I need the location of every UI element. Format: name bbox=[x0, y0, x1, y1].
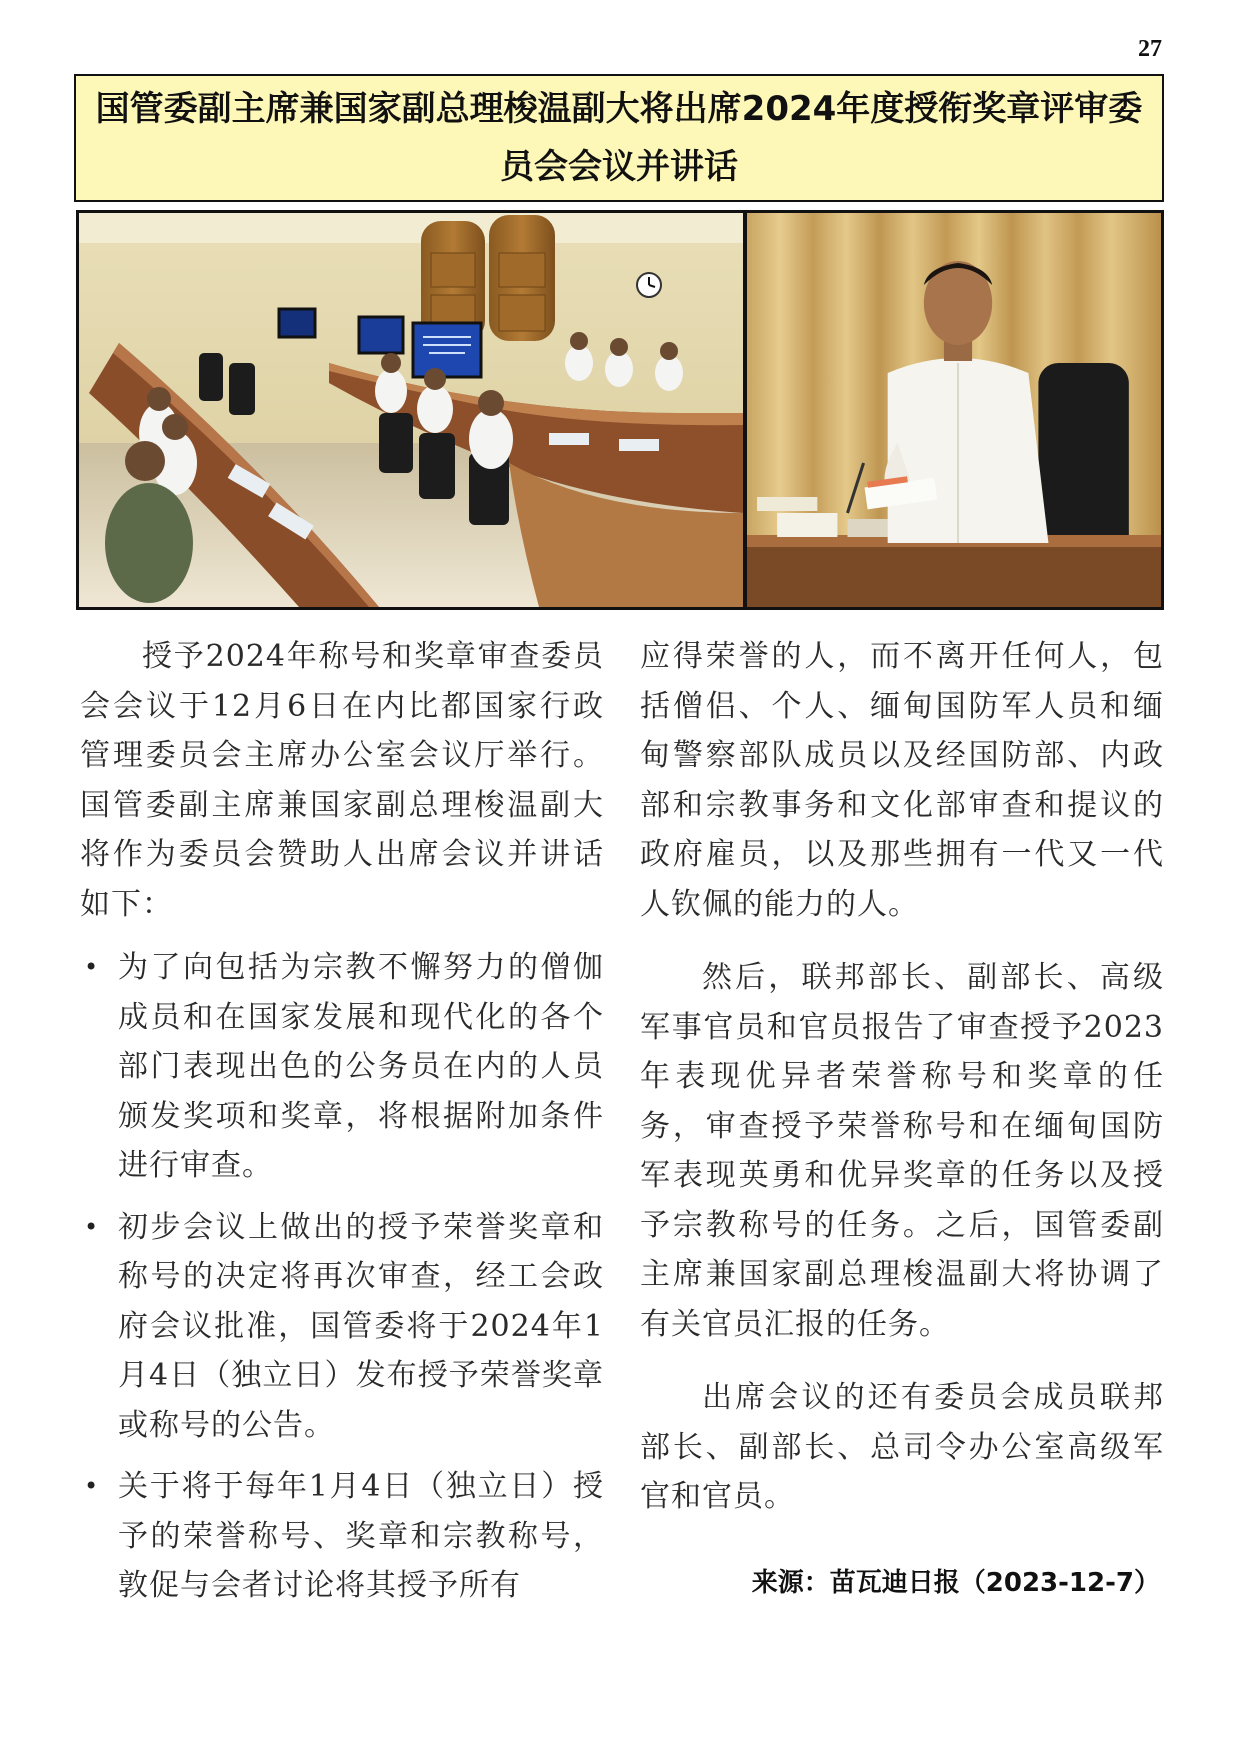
title-box bbox=[74, 74, 1164, 202]
intro-paragraph: 授予2024年称号和奖章审查委员会会议于12月6日在内比都国家行政管理委员会主席办公室会议厅举行。国管委副主席兼国家副总理梭温副大将作为委员会赞助人出席会议并讲话如下： bbox=[80, 639, 604, 922]
bullet-item-3: • 关于将于每年1月4日（独立日）授予的荣誉称号、奖章和宗教称号，敦促与会者讨论将其授予所有 bbox=[80, 1462, 604, 1611]
source-credit: 来源：苗瓦迪日报（2023-12-7） bbox=[751, 1568, 1160, 1598]
speaker-photo bbox=[747, 213, 1161, 607]
bullet-item-3-continued: 应得荣誉的人，而不离开任何人，包括僧侣、个人、缅甸国防军人员和缅甸警察部队成员以及经国防部、内政部和宗教事务和文化部审查和提议的政府雇员，以及那些拥有一代又一代人钦佩的能力的人。 bbox=[640, 639, 1164, 922]
photo-strip bbox=[76, 210, 1164, 610]
page-number: 27 bbox=[1138, 36, 1162, 62]
left-column bbox=[80, 632, 604, 1611]
bullet-item-1: • 为了向包括为宗教不懈努力的僧伽成员和在国家发展和现代化的各个部门表现出色的公务员在内的人员颁发奖项和奖章，将根据附加条件进行审查。 bbox=[80, 943, 604, 1191]
article-title: 国管委副主席兼国家副总理梭温副大将出席2024年度授衔奖章评审委员会会议并讲话 bbox=[95, 89, 1143, 187]
paragraph-2: 然后，联邦部长、副部长、高级军事官员和官员报告了审查授予2023年表现优异者荣誉称号和奖章的任务，审查授予荣誉称号和在缅甸国防军表现英勇和优异奖章的任务以及授予宗教称号的任务。之后，国管委副主席兼国家副总理梭温副大将协调了有关官员汇报的任务。 bbox=[640, 960, 1164, 1342]
meeting-room-photo bbox=[79, 213, 743, 607]
bullet-item-2: • 初步会议上做出的授予荣誉奖章和称号的决定将再次审查，经工会政府会议批准，国管委将于2024年1月4日（独立日）发布授予荣誉奖章或称号的公告。 bbox=[80, 1203, 604, 1451]
right-column bbox=[640, 632, 1164, 1522]
paragraph-3: 出席会议的还有委员会成员联邦部长、副部长、总司令办公室高级军官和官员。 bbox=[640, 1380, 1164, 1514]
bullet-list bbox=[80, 943, 604, 1611]
